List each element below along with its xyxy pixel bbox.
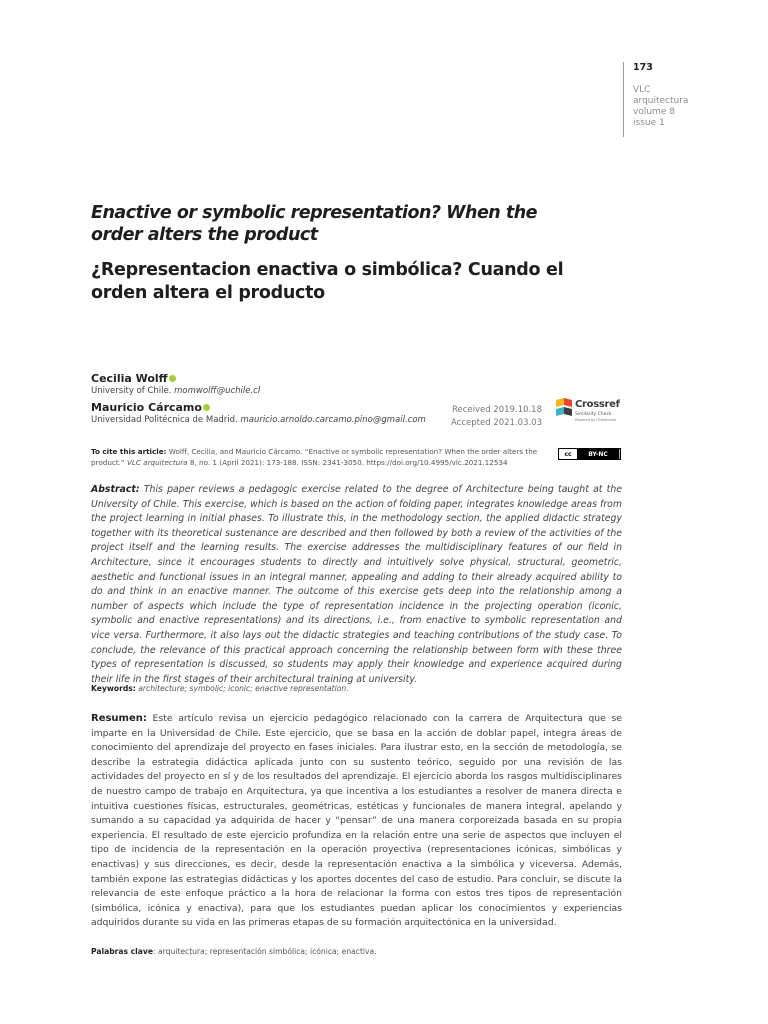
crossref-name: Crossref bbox=[575, 399, 620, 410]
cc-icon: cc bbox=[559, 449, 577, 459]
author-2-name: Mauricio Cárcamo bbox=[91, 401, 202, 414]
abstract-text: This paper reviews a pedagogic exercise related to the degree of Architecture being taught at the University of Chile. This exercise, which is based on the action of folding paper, integrates knowledge areas from the project learning in initial phases. To illustrate this, in the methodology section, the applied didactic strategy together with its theoretical sustenance are described and then followed by both a review of the activities of the project itself and the learning results. The exercise addresses the multidisciplinary features of our field in Architecture, since it encourages students to directly and intuitively solve physical, structural, geometric, aesthetic and functional issues in an integral manner, appealing and adding to their already acquired ability to do and think in an enactive manner. The outcome of this exercise gets deep into the relationship among a number of aspects which include the type of representation incidence in the projecting operation (iconic, symbolic and enactive representations) and its directions, i.e., from enactive to symbolic representation and vice versa. Furthermore, it also lays out the didactic strategies and teaching contributions of the study case. To conclude, the relevance of this practical approach concerning the relationship between form with these three types of representation is discussed, so students may apply their knowledge and experience acquired during their life in the first stages of their architectural training at university. bbox=[91, 484, 622, 685]
crossref-sub: Similarity Check bbox=[575, 412, 612, 417]
author-1 bbox=[91, 372, 260, 396]
page-number: 173 bbox=[633, 62, 653, 73]
author-2 bbox=[91, 401, 426, 425]
keywords bbox=[91, 684, 622, 693]
abstract-label: Abstract: bbox=[91, 484, 140, 495]
keywords-label: Keywords: bbox=[91, 684, 136, 693]
citation-journal: VLC arquitectura bbox=[126, 458, 188, 467]
resumen bbox=[91, 712, 622, 931]
orcid-icon[interactable] bbox=[203, 404, 210, 411]
author-2-email[interactable]: mauricio.arnoldo.carcamo.pino@gmail.com bbox=[240, 415, 426, 425]
article-dates bbox=[430, 404, 542, 430]
journal-issue: issue 1 bbox=[633, 118, 665, 128]
resumen-text: Este artículo revisa un ejercicio pedagógico relacionado con la carrera de Arquitectura que se imparte en la Universidad de Chile. Este ejercicio, que se basa en la acción de doblar papel, integra áreas de conocimiento del aprendizaje del proyecto en fases iniciales. Para ilustrar esto, en la sección de metodología, se describe la estrategia didáctica aplicada junto con su sustento teórico, seguido por una revisión de las actividades del proyecto en sí y de los resultados del aprendizaje. El ejercicio aborda los rasgos multidisciplinares de nuestro campo de trabajo en Arquitectura, ya que incentiva a los estudiantes a resolver de manera directa e intuitiva cuestiones físicas, estructurales, geométricas, estéticas y funcionales de manera integral, apelando y sumando a su capacidad ya adquirida de hacer y “pensar” de una manera corporeizada basada en su propia experiencia. El resultado de este ejercicio profundiza en la relación entre una serie de aspectos que incluyen el tipo de incidencia de la representación en la operación proyectiva (representaciones icónicas, simbólicas y enactivas) y sus direcciones, es decir, desde la representación enactiva a la simbólica y viceversa. Además, también expone las estrategias didácticas y los aportes docentes del caso de estudio. Para concluir, se discute la relevancia de este enfoque práctico a la hora de relacionar la forma con estos tres tipos de representación (simbólica, icónica y enactiva), para que los estudiantes puedan aplicar los conocimientos y experiencias adquiridos durante su vida en las primeras etapas de su formación arquitectónica en la universidad. bbox=[91, 713, 622, 929]
orcid-icon[interactable] bbox=[169, 375, 176, 382]
resumen-label: Resumen: bbox=[91, 713, 147, 724]
palabras-clave bbox=[91, 947, 622, 956]
received-date: Received 2019.10.18 bbox=[451, 405, 542, 415]
journal-info bbox=[623, 62, 753, 137]
crossref-logo-icon bbox=[556, 398, 572, 418]
palabras-text: : arquitectura; representación simbólica; icónica; enactiva. bbox=[153, 947, 377, 956]
accepted-date: Accepted 2021.03.03 bbox=[451, 418, 542, 428]
journal-volume: volume 8 bbox=[633, 107, 675, 117]
citation bbox=[91, 446, 546, 468]
cc-license-badge[interactable] bbox=[558, 448, 621, 460]
crossref-sub2: Powered by iThenticate bbox=[575, 418, 617, 422]
abstract bbox=[91, 483, 622, 687]
journal-name-line1: VLC bbox=[633, 85, 651, 95]
citation-label: To cite this article: bbox=[91, 447, 167, 456]
title-english: Enactive or symbolic representation? When the order alters the product bbox=[91, 203, 538, 245]
keywords-text: architecture; symbolic; iconic; enactive representation. bbox=[138, 684, 349, 693]
crossref-badge[interactable] bbox=[556, 396, 626, 426]
title-spanish: ¿Representacion enactiva o simbólica? Cuando el orden altera el producto bbox=[91, 260, 564, 303]
journal-meta bbox=[633, 85, 753, 129]
citation-rest: 8, no. 1 (April 2021): 173-188. ISSN: 2341-3050. https://doi.org/10.4995/vlc.2021.12534 bbox=[189, 458, 508, 467]
palabras-label: Palabras clave bbox=[91, 947, 154, 956]
license-label: BY-NC bbox=[577, 449, 619, 459]
author-1-email[interactable]: momwolff@uchile.cl bbox=[174, 386, 261, 396]
citation-text: Wolff, Cecilia, and Mauricio Cárcamo. “Enactive or symbolic representation? When the order alters the product.” bbox=[91, 447, 538, 467]
journal-name-line2: arquitectura bbox=[633, 96, 689, 106]
author-1-name: Cecilia Wolff bbox=[91, 372, 168, 385]
author-1-affiliation: University of Chile. bbox=[91, 386, 172, 396]
author-2-affiliation: Universidad Politécnica de Madrid. bbox=[91, 415, 238, 425]
